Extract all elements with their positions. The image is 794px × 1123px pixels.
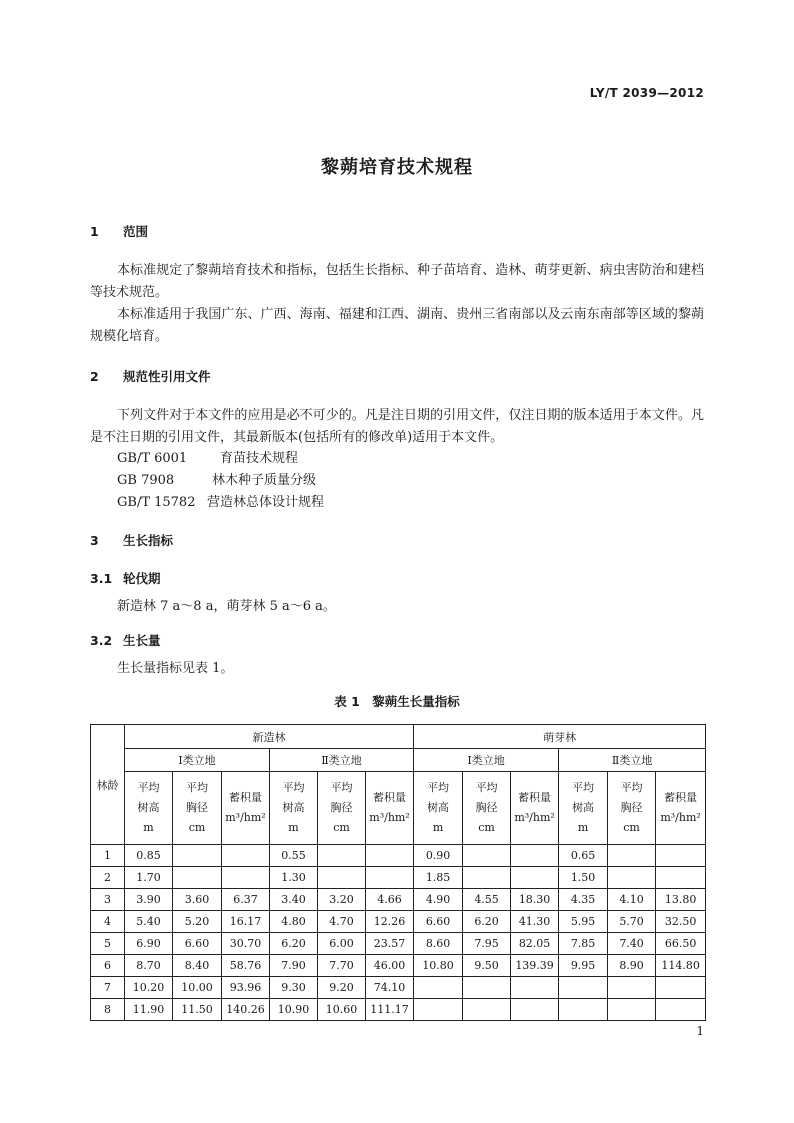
value-cell: 8.60 <box>414 933 463 955</box>
reference-name: 育苗技术规程 <box>220 451 299 466</box>
metric-header-line: 胸径 <box>620 801 643 814</box>
value-cell: 46.00 <box>366 955 414 977</box>
value-cell <box>222 867 270 889</box>
table-row <box>91 933 706 955</box>
metric-header-line: 树高 <box>427 801 450 814</box>
value-cell: 32.50 <box>656 911 706 933</box>
metric-header <box>414 772 463 845</box>
value-cell: 7.90 <box>270 955 318 977</box>
value-cell: 93.96 <box>222 977 270 999</box>
metric-header-line: m <box>143 821 154 834</box>
value-cell: 139.39 <box>511 955 559 977</box>
age-cell: 4 <box>91 911 125 933</box>
value-cell <box>366 845 414 867</box>
value-cell <box>414 977 463 999</box>
metric-header-line: 平均 <box>330 781 353 794</box>
reference-code: GB 7908 <box>117 473 175 488</box>
reference-item <box>117 491 324 510</box>
value-cell <box>608 867 656 889</box>
value-cell <box>414 999 463 1021</box>
value-cell: 8.40 <box>173 955 222 977</box>
metric-header-line: 蓄积量 <box>664 791 698 804</box>
metric-header-line: 平均 <box>137 781 160 794</box>
section-title: 生长量 <box>123 633 161 648</box>
section-3-1-paragraph: 新造林 7 a～8 a，萌芽林 5 a～6 a。 <box>117 599 336 614</box>
value-cell <box>559 999 608 1021</box>
row-header-age: 林龄 <box>91 725 125 845</box>
value-cell: 7.95 <box>463 933 511 955</box>
section-1-paragraph-1: 本标准规定了黎蒴培育技术和指标，包括生长指标、种子苗培育、造林、萌芽更新、病虫害防治和建档等技术规范。 <box>90 263 704 300</box>
age-cell: 2 <box>91 867 125 889</box>
value-cell: 10.90 <box>270 999 318 1021</box>
value-cell: 4.55 <box>463 889 511 911</box>
metric-header-line: m <box>577 821 589 834</box>
value-cell: 30.70 <box>222 933 270 955</box>
age-cell: 8 <box>91 999 125 1021</box>
value-cell: 111.17 <box>366 999 414 1021</box>
group-header: 萌芽林 <box>414 725 706 749</box>
metric-header-line: 胸径 <box>186 801 208 814</box>
value-cell <box>608 845 656 867</box>
section-number: 3.2 <box>90 633 113 648</box>
table-row <box>91 977 706 999</box>
metric-header-line: 胸径 <box>330 801 353 814</box>
age-cell: 3 <box>91 889 125 911</box>
section-2-paragraph-1: 下列文件对于本文件的应用是必不可少的。凡是注日期的引用文件，仅注日期的版本适用于本文件。凡是不注日期的引用文件，其最新版本(包括所有的修改单)适用于本文件。 <box>90 408 704 445</box>
section-1-paragraph-2: 本标准适用于我国广东、广西、海南、福建和江西、湖南、贵州三省南部以及云南东南部等区域的黎蒴规模化培育。 <box>90 307 704 344</box>
section-3-2-paragraph: 生长量指标见表 1。 <box>117 661 234 676</box>
table-row <box>91 911 706 933</box>
value-cell: 6.20 <box>270 933 318 955</box>
table-row <box>91 999 706 1021</box>
reference-code: GB/T 6001 <box>117 451 188 466</box>
value-cell: 23.57 <box>366 933 414 955</box>
value-cell: 7.40 <box>608 933 656 955</box>
value-cell: 5.70 <box>608 911 656 933</box>
value-cell: 9.30 <box>270 977 318 999</box>
value-cell <box>656 977 706 999</box>
section-title: 规范性引用文件 <box>123 369 211 384</box>
metric-header-line: 树高 <box>137 801 160 814</box>
value-cell <box>608 977 656 999</box>
section-number: 3 <box>90 533 99 548</box>
metric-header <box>463 772 511 845</box>
reference-name: 林木种子质量分级 <box>212 473 317 488</box>
value-cell: 10.20 <box>125 977 173 999</box>
value-cell: 1.30 <box>270 867 318 889</box>
value-cell <box>656 999 706 1021</box>
reference-name: 营造林总体设计规程 <box>207 495 325 510</box>
value-cell <box>559 977 608 999</box>
age-cell: 7 <box>91 977 125 999</box>
value-cell: 0.85 <box>125 845 173 867</box>
value-cell: 7.85 <box>559 933 608 955</box>
metric-header-line: 平均 <box>572 781 595 794</box>
metric-header-line: 蓄积量 <box>229 791 262 804</box>
section-3-1-heading <box>90 569 161 587</box>
value-cell: 6.00 <box>318 933 366 955</box>
value-cell <box>463 977 511 999</box>
site-class-header: Ⅰ类立地 <box>125 749 270 772</box>
table-caption: 表 1 黎蒴生长量指标 <box>334 694 460 709</box>
value-cell: 3.40 <box>270 889 318 911</box>
value-cell: 58.76 <box>222 955 270 977</box>
metric-header-line: 平均 <box>282 781 305 794</box>
section-number: 2 <box>90 369 99 384</box>
value-cell: 9.50 <box>463 955 511 977</box>
value-cell: 7.70 <box>318 955 366 977</box>
value-cell <box>656 845 706 867</box>
value-cell <box>511 867 559 889</box>
section-2-heading <box>90 367 211 385</box>
value-cell <box>366 867 414 889</box>
table-row <box>91 867 706 889</box>
value-cell: 5.40 <box>125 911 173 933</box>
value-cell: 6.60 <box>173 933 222 955</box>
value-cell: 74.10 <box>366 977 414 999</box>
reference-code: GB/T 15782 <box>117 495 196 510</box>
metric-header <box>318 772 366 845</box>
value-cell <box>222 845 270 867</box>
metric-header-line: 平均 <box>427 781 450 794</box>
value-cell: 3.60 <box>173 889 222 911</box>
value-cell <box>656 867 706 889</box>
value-cell: 140.26 <box>222 999 270 1021</box>
value-cell: 9.95 <box>559 955 608 977</box>
value-cell: 5.20 <box>173 911 222 933</box>
metric-header-line: 平均 <box>620 781 643 794</box>
value-cell <box>318 867 366 889</box>
page-number: 1 <box>696 1024 704 1038</box>
metric-header <box>656 772 706 845</box>
age-cell: 6 <box>91 955 125 977</box>
standard-code: LY/T 2039—2012 <box>589 86 704 100</box>
group-header: 新造林 <box>125 725 414 749</box>
value-cell <box>608 999 656 1021</box>
metric-header-line: 树高 <box>282 801 305 814</box>
table-row <box>91 889 706 911</box>
value-cell: 18.30 <box>511 889 559 911</box>
value-cell: 16.17 <box>222 911 270 933</box>
value-cell: 6.90 <box>125 933 173 955</box>
value-cell: 4.35 <box>559 889 608 911</box>
value-cell: 4.10 <box>608 889 656 911</box>
value-cell: 0.90 <box>414 845 463 867</box>
value-cell: 11.90 <box>125 999 173 1021</box>
metric-header-line: m <box>288 821 299 834</box>
value-cell: 5.95 <box>559 911 608 933</box>
value-cell <box>511 999 559 1021</box>
metric-header-line: 树高 <box>572 801 595 814</box>
metric-header <box>222 772 270 845</box>
reference-item <box>117 447 298 466</box>
value-cell: 6.60 <box>414 911 463 933</box>
section-title: 范围 <box>123 224 149 239</box>
metric-header-line: cm <box>623 821 640 834</box>
value-cell: 10.00 <box>173 977 222 999</box>
growth-table <box>90 724 706 1021</box>
table-row <box>91 845 706 867</box>
metric-header-line: m³/hm² <box>514 811 555 824</box>
value-cell: 6.37 <box>222 889 270 911</box>
metric-header <box>608 772 656 845</box>
metric-header <box>366 772 414 845</box>
value-cell: 8.90 <box>608 955 656 977</box>
site-class-header: Ⅱ类立地 <box>559 749 706 772</box>
table-row <box>91 955 706 977</box>
metric-header-line: 平均 <box>475 781 498 794</box>
metric-header-line: 蓄积量 <box>373 791 407 804</box>
value-cell: 10.80 <box>414 955 463 977</box>
value-cell: 1.85 <box>414 867 463 889</box>
value-cell: 1.50 <box>559 867 608 889</box>
section-number: 1 <box>90 224 99 239</box>
metric-header-line: cm <box>333 821 350 834</box>
section-1-heading <box>90 222 148 240</box>
section-title: 轮伐期 <box>123 571 161 586</box>
value-cell: 4.66 <box>366 889 414 911</box>
value-cell <box>463 999 511 1021</box>
metric-header-line: cm <box>478 821 495 834</box>
value-cell: 4.80 <box>270 911 318 933</box>
metric-header <box>559 772 608 845</box>
value-cell: 0.55 <box>270 845 318 867</box>
value-cell: 4.90 <box>414 889 463 911</box>
value-cell: 9.20 <box>318 977 366 999</box>
value-cell: 0.65 <box>559 845 608 867</box>
metric-header-line: m³/hm² <box>369 811 410 824</box>
metric-header-line: cm <box>188 821 206 834</box>
metric-header <box>125 772 173 845</box>
value-cell <box>463 845 511 867</box>
value-cell <box>511 977 559 999</box>
reference-item <box>117 469 316 488</box>
metric-header <box>173 772 222 845</box>
value-cell: 13.80 <box>656 889 706 911</box>
value-cell <box>463 867 511 889</box>
metric-header-line: m <box>432 821 444 834</box>
value-cell: 82.05 <box>511 933 559 955</box>
value-cell: 3.20 <box>318 889 366 911</box>
metric-header-line: 胸径 <box>475 801 498 814</box>
value-cell: 6.20 <box>463 911 511 933</box>
document-title: 黎蒴培育技术规程 <box>321 157 473 178</box>
value-cell: 66.50 <box>656 933 706 955</box>
site-class-header: Ⅱ类立地 <box>270 749 414 772</box>
value-cell <box>511 845 559 867</box>
metric-header <box>511 772 559 845</box>
section-number: 3.1 <box>90 571 113 586</box>
metric-header <box>270 772 318 845</box>
site-class-header: Ⅰ类立地 <box>414 749 559 772</box>
age-cell: 5 <box>91 933 125 955</box>
value-cell: 3.90 <box>125 889 173 911</box>
value-cell: 12.26 <box>366 911 414 933</box>
metric-header-line: m³/hm² <box>225 811 266 824</box>
value-cell: 114.80 <box>656 955 706 977</box>
value-cell <box>173 845 222 867</box>
value-cell: 10.60 <box>318 999 366 1021</box>
section-3-2-heading <box>90 631 161 649</box>
section-3-heading <box>90 531 173 549</box>
value-cell: 11.50 <box>173 999 222 1021</box>
value-cell: 4.70 <box>318 911 366 933</box>
value-cell: 41.30 <box>511 911 559 933</box>
value-cell <box>173 867 222 889</box>
value-cell <box>318 845 366 867</box>
section-title: 生长指标 <box>123 533 174 548</box>
value-cell: 1.70 <box>125 867 173 889</box>
value-cell: 8.70 <box>125 955 173 977</box>
metric-header-line: m³/hm² <box>660 811 701 824</box>
metric-header-line: 平均 <box>186 781 208 794</box>
metric-header-line: 蓄积量 <box>518 791 552 804</box>
age-cell: 1 <box>91 845 125 867</box>
